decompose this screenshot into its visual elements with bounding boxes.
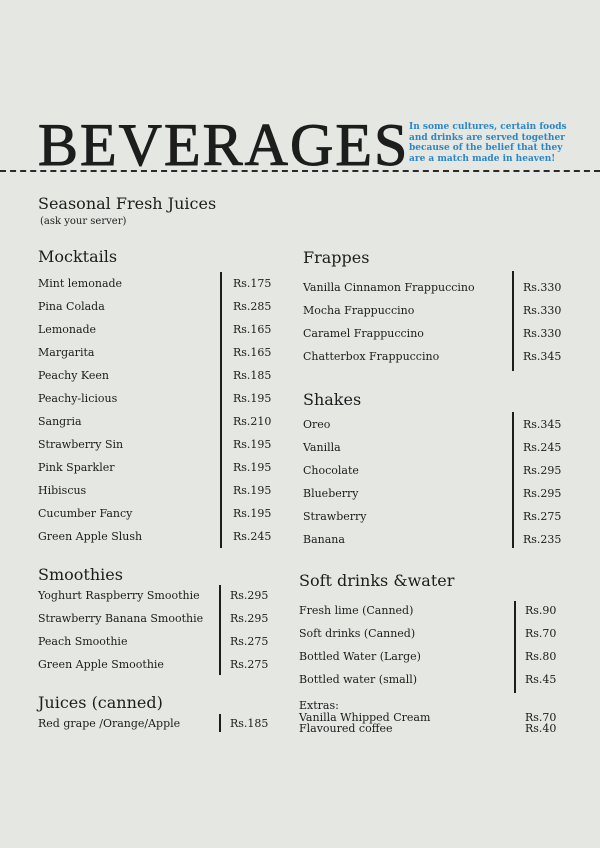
item-name: Vanilla Whipped Cream xyxy=(299,710,431,724)
item-name: Bottled water (small) xyxy=(299,673,418,686)
menu-item xyxy=(303,459,573,482)
item-price: Rs.165 xyxy=(233,323,272,336)
price-divider xyxy=(512,271,514,371)
menu-item xyxy=(38,584,278,607)
menu-item xyxy=(38,653,278,676)
menu-item xyxy=(38,341,278,364)
item-price: Rs.345 xyxy=(523,418,562,431)
menu-item xyxy=(38,433,278,456)
menu-item xyxy=(38,295,278,318)
item-price: Rs.195 xyxy=(233,484,272,497)
item-price: Rs.235 xyxy=(523,533,562,546)
menu-item xyxy=(299,622,569,645)
item-price: Rs.195 xyxy=(233,438,272,451)
item-price: Rs.195 xyxy=(233,392,272,405)
item-price: Rs.295 xyxy=(230,589,269,602)
item-price: Rs.80 xyxy=(525,650,557,663)
item-price: Rs.295 xyxy=(523,464,562,477)
item-price: Rs.90 xyxy=(525,604,557,617)
menu-item xyxy=(38,364,278,387)
tagline-line: are a match made in heaven! xyxy=(409,153,556,164)
item-price: Rs.45 xyxy=(525,673,557,686)
item-price: Rs.295 xyxy=(523,487,562,500)
menu-item xyxy=(303,436,573,459)
item-price: Rs.245 xyxy=(233,530,272,543)
section-title-frappes: Frappes xyxy=(303,248,370,267)
item-name: Strawberry Banana Smoothie xyxy=(38,612,204,625)
item-price: Rs.195 xyxy=(233,507,272,520)
item-name: Fresh lime (Canned) xyxy=(299,604,414,617)
tagline-line: and drinks are served together xyxy=(409,132,565,143)
item-name: Soft drinks (Canned) xyxy=(299,627,416,640)
item-name: Pink Sparkler xyxy=(38,461,115,474)
page-title: BEVERAGES xyxy=(38,112,410,178)
section-title-seasonal: Seasonal Fresh Juices xyxy=(38,194,217,213)
item-name: Sangria xyxy=(38,415,82,428)
menu-item xyxy=(303,413,573,436)
item-price: Rs.210 xyxy=(233,415,272,428)
item-price: Rs.275 xyxy=(523,510,562,523)
menu-item xyxy=(303,482,573,505)
item-price: Rs.345 xyxy=(523,350,562,363)
menu-item xyxy=(299,599,569,622)
menu-item xyxy=(38,272,278,295)
item-name: Margarita xyxy=(38,346,95,359)
item-name: Hibiscus xyxy=(38,484,87,497)
item-price: Rs.165 xyxy=(233,346,272,359)
item-name: Green Apple Slush xyxy=(38,530,143,543)
item-price: Rs.330 xyxy=(523,304,562,317)
item-name: Peachy Keen xyxy=(38,369,109,382)
section-title-shakes: Shakes xyxy=(303,390,362,409)
section-title-mocktails: Mocktails xyxy=(38,247,118,266)
item-price: Rs.70 xyxy=(525,710,557,724)
item-name: Chocolate xyxy=(303,464,359,477)
menu-item xyxy=(38,410,278,433)
item-name: Lemonade xyxy=(38,323,97,336)
price-divider xyxy=(219,585,221,675)
menu-item xyxy=(38,607,278,630)
item-name: Flavoured coffee xyxy=(299,722,393,735)
item-price: Rs.40 xyxy=(525,722,557,735)
juices-list xyxy=(38,712,278,735)
item-name: Chatterbox Frappuccino xyxy=(303,350,440,363)
item-price: Rs.175 xyxy=(233,277,272,290)
item-name: Strawberry xyxy=(303,510,367,523)
item-price: Rs.185 xyxy=(233,369,272,382)
item-name: Green Apple Smoothie xyxy=(38,658,164,671)
item-name: Mocha Frappuccino xyxy=(303,304,415,317)
extras-label: Extras: xyxy=(299,699,339,712)
item-name: Mint lemonade xyxy=(38,277,123,290)
tagline-line: because of the belief that they xyxy=(409,143,563,153)
menu-item xyxy=(303,299,573,322)
item-name: Caramel Frappuccino xyxy=(303,327,424,340)
item-price: Rs.185 xyxy=(230,717,269,730)
shakes-list xyxy=(303,413,573,551)
menu-item xyxy=(303,276,573,299)
extras-item xyxy=(299,723,559,735)
item-price: Rs.275 xyxy=(230,635,269,648)
menu-item xyxy=(38,502,278,525)
menu-item xyxy=(38,630,278,653)
item-name: Bottled Water (Large) xyxy=(299,650,421,663)
item-price: Rs.295 xyxy=(230,612,269,625)
item-price: Rs.195 xyxy=(233,461,272,474)
item-name: Peachy-licious xyxy=(38,392,118,405)
item-name: Cucumber Fancy xyxy=(38,507,133,520)
price-divider xyxy=(512,412,514,548)
dashed-divider xyxy=(0,170,600,172)
item-name: Blueberry xyxy=(303,487,359,500)
mocktails-list xyxy=(38,272,278,548)
section-title-smoothies: Smoothies xyxy=(38,565,123,584)
item-price: Rs.330 xyxy=(523,281,562,294)
frappes-list xyxy=(303,276,573,368)
tagline xyxy=(409,122,589,164)
section-title-juices: Juices (canned) xyxy=(38,693,163,712)
item-name: Banana xyxy=(303,533,345,546)
price-divider xyxy=(219,714,221,732)
item-name: Red grape /Orange/Apple xyxy=(38,717,181,730)
price-divider xyxy=(514,601,516,693)
tagline-line: In some cultures, certain foods xyxy=(409,122,567,132)
menu-item xyxy=(303,322,573,345)
seasonal-note: (ask your server) xyxy=(40,216,127,227)
item-price: Rs.70 xyxy=(525,627,557,640)
menu-item xyxy=(303,345,573,368)
menu-item xyxy=(38,525,278,548)
item-name: Vanilla xyxy=(303,441,341,454)
menu-item xyxy=(38,456,278,479)
menu-item xyxy=(38,479,278,502)
menu-item xyxy=(38,387,278,410)
menu-item xyxy=(303,505,573,528)
item-price: Rs.245 xyxy=(523,441,562,454)
extras-block xyxy=(299,700,559,735)
item-name: Strawberry Sin xyxy=(38,438,124,451)
soft-drinks-list xyxy=(299,599,569,691)
menu-item xyxy=(303,528,573,551)
item-name: Pina Colada xyxy=(38,300,105,313)
item-name: Peach Smoothie xyxy=(38,635,128,648)
section-title-soft-drinks: Soft drinks &water xyxy=(299,571,455,590)
item-name: Oreo xyxy=(303,418,331,431)
item-name: Yoghurt Raspberry Smoothie xyxy=(38,589,200,602)
menu-item xyxy=(299,668,569,691)
item-price: Rs.330 xyxy=(523,327,562,340)
smoothies-list xyxy=(38,584,278,676)
menu-item xyxy=(299,645,569,668)
menu-item xyxy=(38,318,278,341)
item-price: Rs.285 xyxy=(233,300,272,313)
price-divider xyxy=(220,272,222,548)
item-name: Vanilla Cinnamon Frappuccino xyxy=(303,281,475,294)
item-price: Rs.275 xyxy=(230,658,269,671)
menu-item xyxy=(38,712,278,735)
